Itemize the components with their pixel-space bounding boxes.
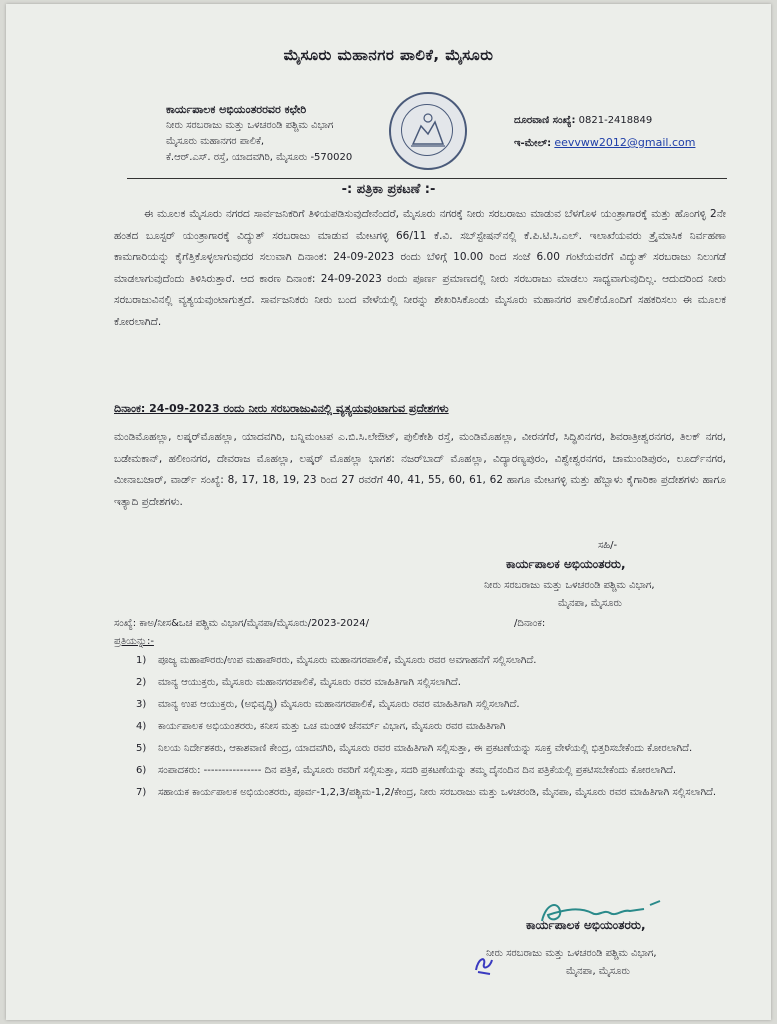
signed-mark: ಸಹಿ/- <box>598 540 618 551</box>
email-link[interactable]: eevvww2012@gmail.com <box>554 136 696 149</box>
list-item-number: 2) <box>136 677 147 688</box>
list-item <box>114 762 726 779</box>
office-address <box>166 102 352 166</box>
seal-emblem <box>391 94 465 168</box>
reference-date: /ದಿನಾಂಕ: <box>514 618 546 629</box>
office-name: ಕಾರ್ಯಪಾಲಕ ಅಭಿಯಂತರರವರ ಕಛೇರಿ <box>166 103 307 116</box>
list-item-number: 1) <box>136 655 147 666</box>
list-item-number: 5) <box>136 743 147 754</box>
signatory-place: ಮೈನಪಾ, ಮೈಸೂರು <box>558 598 622 609</box>
list-item-text: ಮಾನ್ಯ ಉಪ ಆಯುಕ್ತರು, (ಅಭಿವೃದ್ಧಿ) ಮೈಸೂರು ಮಹಾನಗರಪಾಲಿಕೆ, ಮೈಸೂರು ರವರ ಮಾಹಿತಿಗಾಗಿ ಸಲ್ಲಿಸಲಾಗಿದೆ. <box>158 699 520 710</box>
corporation-seal-icon <box>389 92 467 170</box>
list-item-text: ಮಾನ್ಯ ಆಯುಕ್ತರು, ಮೈಸೂರು ಮಹಾನಗರಪಾಲಿಕೆ, ಮೈಸೂರು ರವರ ಮಾಹಿತಿಗಾಗಿ ಸಲ್ಲಿಸಲಾಗಿದೆ. <box>158 677 461 688</box>
affected-areas-heading: ದಿನಾಂಕ: 24-09-2023 ರಂದು ನೀರು ಸರಬರಾಜುವಿನಲ್ಲಿ ವ್ಯತ್ಯಯವುಂಟಾಗುವ ಪ್ರದೇಶಗಳು <box>114 402 449 415</box>
list-item <box>114 740 726 757</box>
list-item-number: 4) <box>136 721 147 732</box>
office-street: ಕೆ.ಆರ್.ಎಸ್. ರಸ್ತೆ, ಯಾದವಗಿರಿ, ಮೈಸೂರು -570020 <box>166 152 353 163</box>
list-item <box>114 652 726 669</box>
contact-block <box>514 110 695 155</box>
list-item-number: 7) <box>136 787 147 798</box>
list-item-text: ಪೂಜ್ಯ ಮಹಾಪೌರರು/ಉಪ ಮಹಾಪೌರರು, ಮೈಸೂರು ಮಹಾನಗರಪಾಲಿಕೆ, ಮೈಸೂರು ರವರ ಅವಗಾಹನೆಗೆ ಸಲ್ಲಿಸಲಾಗಿದೆ. <box>158 655 537 666</box>
email-label: ಇ-ಮೇಲ್: <box>514 138 552 149</box>
list-item-text: ನಿಲಯ ನಿರ್ದೇಶಕರು, ಆಕಾಶವಾಣಿ ಕೇಂದ್ರ, ಯಾದವಗಿರಿ, ಮೈಸೂರು ರವರ ಮಾಹಿತಿಗಾಗಿ ಸಲ್ಲಿಸುತ್ತಾ, ಈ ಪ್ರಕಟಣೆಯನ್ನು ಸೂಕ್ತ ವೇಳೆಯಲ್ಲಿ ಭಿತ್ತರಿಸಬೇಕೆಂದು ಕೋರಲಾಗಿದೆ. <box>158 743 693 754</box>
phone-line <box>514 110 695 132</box>
list-item <box>114 674 726 691</box>
copies-label: ಪ್ರತಿಯನ್ನು:- <box>114 636 154 647</box>
list-item-text: ಕಾರ್ಯಪಾಲಕ ಅಭಿಯಂತರರು, ಕನೀಸ ಮತ್ತು ಒಚ ಮಂಡಳಿ ಜೆನರ್ಮ್ ವಿಭಾಗ, ಮೈಸೂರು ರವರ ಮಾಹಿತಿಗಾಗಿ <box>158 721 506 732</box>
header-divider <box>127 178 727 179</box>
list-item <box>114 784 726 801</box>
list-item-number: 3) <box>136 699 147 710</box>
initial-stamp-icon <box>472 950 496 976</box>
list-item <box>114 718 726 735</box>
list-item-text: ಸಂಪಾದಕರು: ---------------- ದಿನ ಪತ್ರಿಕೆ, ಮೈಸೂರು ರವರಿಗೆ ಸಲ್ಲಿಸುತ್ತಾ, ಸದರಿ ಪ್ರಕಟಣೆಯನ್ನು ತಮ್ಮ ದೈನಂದಿನ ದಿನ ಪತ್ರಿಕೆಯಲ್ಲಿ ಪ್ರಕಟಿಸಬೇಕೆಂದು ಕೋರಲಾಗಿದೆ. <box>158 765 677 776</box>
office-corporation: ಮೈಸೂರು ಮಹಾನಗರ ಪಾಲಿಕೆ, <box>166 136 265 147</box>
signatory-designation: ಕಾರ್ಯಪಾಲಕ ಅಭಿಯಂತರರು, <box>506 557 626 571</box>
list-item-number: 6) <box>136 765 147 776</box>
copies-list <box>114 652 726 806</box>
list-item <box>114 696 726 713</box>
phone-label: ದೂರವಾಣಿ ಸಂಖ್ಯೆ: <box>514 115 576 126</box>
corporation-title: ಮೈಸೂರು ಮಹಾನಗರ ಪಾಲಿಕೆ, ಮೈಸೂರು <box>283 46 494 64</box>
document-page <box>6 4 771 1020</box>
phone-number: 0821-2418849 <box>578 115 653 126</box>
reference-number: ಸಂಖ್ಯೆ: ಕಾಅ/ನೀಸ&ಒಚ ಪಶ್ಚಿಮ ವಿಭಾಗ/ಮೈನಪಾ/ಮೈಸೂರು/2023-2024/ <box>114 618 369 629</box>
affected-areas-list: ಮಂಡಿಮೊಹಲ್ಲಾ, ಲಷ್ಕರ್‌ಮೊಹಲ್ಲಾ, ಯಾದವಗಿರಿ, ಬನ್ನಿಮಂಟಪ ಎ.ಬಿ.ಸಿ.ಲೇಔಟ್, ಪುಲಿಕೇಶಿ ರಸ್ತೆ, ಮಂಡಿಮೊಹಲ್ಲಾ, ವೀರನಗೆರೆ, ಸಿದ್ಧಿಖಿನಗರ, ಶಿವರಾತ್ರೀಶ್ವರನಗರ, ತಿಲಕ್ ನಗರ, ಬಡೇಮಕಾನ್, ಹಲೀಂನಗರ, ದೇವರಾಜ ಮೊಹಲ್ಲಾ, ಲಷ್ಕರ್ ಮೊಹಲ್ಲಾ ಭಾಗಶ: ನಜರ್‌ಬಾದ್ ಮೊಹಲ್ಲಾ, ವಿದ್ಯಾರಣ್ಯಪುರಂ, ವಿಶ್ವೇಶ್ವರನಗರ, ಚಾಮುಂಡಿಪುರಂ, ಲೂರ್ದ್‌ನಗರ, ಮೀನಾಬಜಾರ್, ವಾರ್ಡ್ ಸಂಖ್ಯೆ: 8, 17, 18, 19, 23 ರಿಂದ 27 ರವರೆಗೆ 40, 41, 55, 60, 61, 62 ಹಾಗೂ ಮೇಟಗಳ್ಳಿ ಮತ್ತು ಹೆಬ್ಬಾಳು ಕೈಗಾರಿಕಾ ಪ್ರದೇಶಗಳು ಹಾಗೂ ಇತ್ಯಾದಿ ಪ್ರದೇಶಗಳು. <box>114 431 726 508</box>
signatory-division: ನೀರು ಸರಬರಾಜು ಮತ್ತು ಒಳಚರಂಡಿ ಪಶ್ಚಿಮ ವಿಭಾಗ, <box>484 580 655 591</box>
final-signatory-place: ಮೈನಪಾ, ಮೈಸೂರು <box>566 966 630 977</box>
final-signatory-division: ನೀರು ಸರಬರಾಜು ಮತ್ತು ಒಳಚರಂಡಿ ಪಶ್ಚಿಮ ವಿಭಾಗ, <box>486 948 657 959</box>
notice-body: ಈ ಮೂಲಕ ಮೈಸೂರು ನಗರದ ಸಾರ್ವಜನಿಕರಿಗೆ ತಿಳಿಯಪಡಿಸುವುದೇನೆಂದರೆ, ಮೈಸೂರು ನಗರಕ್ಕೆ ನೀರು ಸರಬರಾಜು ಮಾಡುವ ಬೆಳಗೊಳ ಯಂತ್ರಾಗಾರಕ್ಕೆ ಮತ್ತು ಹೊಂಗಳ್ಳಿ 2ನೇ ಹಂತದ ಬೂಸ್ಟರ್ ಯಂತ್ರಾಗಾರಕ್ಕೆ ವಿದ್ಯುತ್ ಸರಬರಾಜು ಮಾಡುವ ಮೇಟಗಳ್ಳಿ 66/11 ಕೆ.ವಿ. ಸಬ್‌ಸ್ಟೇಷನ್‌ನಲ್ಲಿ ಕೆ.ಪಿ.ಟಿ.ಸಿ.ಎಲ್. ಇಲಾಖೆಯವರು ತ್ರೈಮಾಸಿಕ ನಿರ್ವಹಣಾ ಕಾಮಗಾರಿಯನ್ನು ಕೈಗೆತ್ತಿಕೊಳ್ಳಲಾಗುವುದರ ಸಲುವಾಗಿ ದಿನಾಂಕ: 24-09-2023 ರಂದು ಬೆಳಿಗ್ಗೆ 10.00 ರಿಂದ ಸಂಜೆ 6.00 ಗಂಟೆಯವರೆಗೆ ವಿದ್ಯುತ್ ಸರಬರಾಜು ನಿಲುಗಡೆ ಮಾಡಲಾಗುವುದೆಂದು ತಿಳಿಸಿರುತ್ತಾರೆ. ಆದ ಕಾರಣ ದಿನಾಂಕ: 24-09-2023 ರಂದು ಪೂರ್ಣ ಪ್ರಮಾಣದಲ್ಲಿ ನೀರು ಸರಬರಾಜು ಮಾಡಲು ಸಾಧ್ಯವಾಗುವುದಿಲ್ಲ. ಆದುದರಿಂದ ನೀರು ಸರಬರಾಜುವಿನಲ್ಲಿ ವ್ಯತ್ಯಯವುಂಟಾಗುತ್ತದೆ. ಸಾರ್ವಜನಿಕರು ನೀರು ಬಂದ ವೇಳೆಯಲ್ಲಿ ನೀರನ್ನು ಶೇಖರಿಸಿಕೊಂಡು ಮೈಸೂರು ಮಹಾನಗರ ಪಾಲಿಕೆಯೊಂದಿಗೆ ಸಹಕರಿಸಲು ಈ ಮೂಲಕ ಕೋರಲಾಗಿದೆ. <box>114 208 726 328</box>
email-line <box>514 132 695 155</box>
office-division: ನೀರು ಸರಬರಾಜು ಮತ್ತು ಒಳಚರಂಡಿ ಪಶ್ಚಿಮ ವಿಭಾಗ <box>166 120 334 131</box>
final-signatory-designation: ಕಾರ್ಯಪಾಲಕ ಅಭಿಯಂತರರು, <box>526 918 646 932</box>
press-release-heading: -: ಪತ್ರಿಕಾ ಪ್ರಕಟಣೆ :- <box>341 182 436 197</box>
list-item-text: ಸಹಾಯಕ ಕಾರ್ಯಪಾಲಕ ಅಭಿಯಂತರರು, ಪೂರ್ವ-1,2,3/ಪಶ್ಚಿಮ-1,2/ಕೇಂದ್ರ, ನೀರು ಸರಬರಾಜು ಮತ್ತು ಒಳಚರಂಡಿ, ಮೈನಪಾ, ಮೈಸೂರು ರವರ ಮಾಹಿತಿಗಾಗಿ ಸಲ್ಲಿಸಲಾಗಿದೆ. <box>158 787 717 798</box>
